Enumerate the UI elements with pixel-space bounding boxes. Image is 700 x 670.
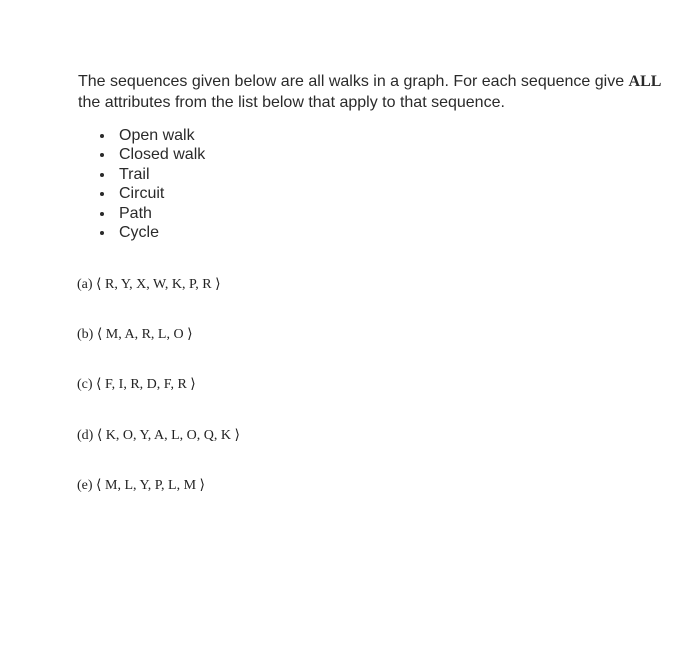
instructions-paragraph — [78, 71, 678, 113]
walk-sequence: ⟨ K, O, Y, A, L, O, Q, K ⟩ — [96, 428, 240, 443]
attribute-item — [97, 145, 205, 164]
bullet-icon — [100, 192, 104, 196]
instructions-emphasis: ALL — [628, 73, 662, 90]
bullet-icon — [100, 231, 104, 235]
question-b — [77, 326, 193, 343]
question-label: (c) — [77, 377, 93, 392]
attribute-item — [97, 165, 205, 184]
question-a — [77, 276, 221, 293]
attribute-list — [97, 126, 205, 242]
attribute-label: Cycle — [119, 223, 160, 241]
instructions-text-start: The sequences given below are all walks in a graph. For each sequence give — [78, 73, 629, 90]
attribute-item — [97, 184, 205, 203]
walk-sequence: ⟨ M, A, R, L, O ⟩ — [96, 327, 193, 342]
attribute-label: Closed walk — [119, 146, 206, 164]
bullet-icon — [100, 212, 104, 216]
attribute-item — [97, 204, 205, 223]
bullet-icon — [100, 173, 104, 177]
bullet-icon — [100, 153, 104, 157]
attribute-label: Circuit — [119, 185, 165, 203]
instructions-text-end: the attributes from the list below that apply to that sequence. — [78, 94, 505, 111]
walk-sequence: ⟨ M, L, Y, P, L, M ⟩ — [96, 478, 205, 493]
question-c — [77, 376, 196, 393]
attribute-label: Trail — [119, 165, 150, 183]
question-label: (e) — [77, 478, 93, 493]
question-d — [77, 427, 240, 444]
attribute-label: Path — [119, 204, 152, 222]
walk-sequence: ⟨ F, I, R, D, F, R ⟩ — [96, 377, 196, 392]
question-label: (b) — [77, 327, 94, 342]
question-label: (a) — [77, 277, 93, 292]
attribute-label: Open walk — [119, 127, 195, 144]
question-e — [77, 477, 205, 494]
attribute-item — [97, 126, 205, 145]
attribute-item — [97, 223, 205, 242]
question-label: (d) — [77, 428, 94, 443]
walk-sequence: ⟨ R, Y, X, W, K, P, R ⟩ — [96, 277, 221, 292]
bullet-icon — [100, 134, 104, 138]
